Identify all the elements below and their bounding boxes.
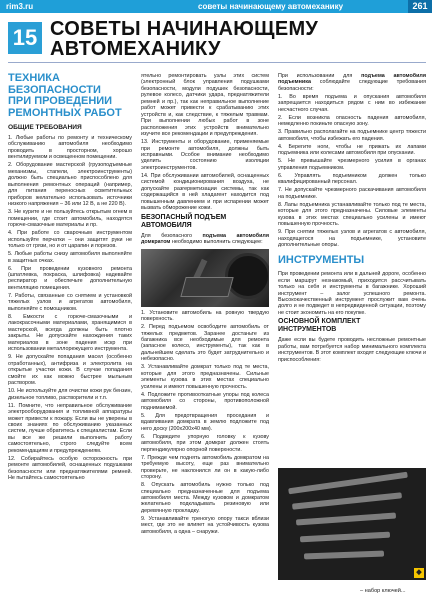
paragraph: 1. Любые работы по ремонту и техническому обслуживанию автомобиля необходимо проводить в просторном, хорошо вентилируемом и освещенном помещении. (8, 135, 132, 161)
paragraph: 14. При обслуживании автомобилей, оснащенных системой кондиционирования воздуха, не допускайте разгерметизации системы, так как содержащийся в ней хладагент находится под повышенным давлением и при испарении может вызвать обморожение кожи. (141, 172, 269, 212)
subheading-safe-lifting (141, 214, 269, 230)
chapter-title-line1: СОВЕТЫ НАЧИНАЮЩЕМУ (50, 18, 319, 40)
subheading-line: БЕЗОПАСНЫЙ ПОДЪЕМ (141, 213, 227, 221)
subheading-basic-kit (278, 318, 426, 334)
header-bar (0, 0, 432, 13)
text-run: Для безопасного (141, 232, 203, 239)
car-jack-photo (141, 249, 269, 307)
paragraph: 3. Не курите и не пользуйтесь открытым огнем в помещении, где стоит автомобиль, находятся горюче-смазочные материалы и пр. (8, 209, 132, 229)
photo-caption: – набор ключей... (360, 588, 406, 594)
paragraph: 4. Подложите противооткатные упоры под колеса автомобиля со стороны, противоположной поднимаемой. (141, 391, 269, 411)
paragraph: 6. Подведите упорную головку к кузову автомобиля, при этом домкрат должен стоять перпендикулярно опорной поверхности. (141, 433, 269, 453)
section-heading-line: БЕЗОПАСНОСТИ (8, 83, 101, 96)
paragraph: 12. Собирайтесь особую осторожность при ремонте автомобилей, оснащенных подушками безопасности или преднатяжителями ремней. Не пытайтесь самостоятельно (8, 455, 132, 482)
paragraph: 6. Управлять подъемником должен только квалифицированный персонал. (278, 172, 426, 186)
column-1 (8, 73, 132, 595)
paragraph-intro (141, 233, 269, 246)
column-2 (141, 73, 269, 595)
paragraph: 7. Не допускайте чрезмерного раскачивания автомобиля на подъемнике. (278, 187, 426, 200)
paragraph: 2. Перед подъемом освободите автомобиль от тяжелых предметов. Заранее достаньте из багажника все необходимые для ремонта (запасное колесо, инструменты), так как в дальнейшем сделать это будет затруднительно и небезопасно. (141, 324, 269, 363)
tool-set-photo (278, 468, 426, 580)
paragraph: 10. Не используйте для очистки кожи рук бензин, дизельное топливо, растворители и т.п. (8, 388, 132, 401)
subheading-line: ИНСТРУМЕНТОВ (278, 326, 337, 334)
subheading-line: ОСНОВНОЙ КОМПЛЕКТ (278, 318, 361, 326)
section-heading-line: ТЕХНИКА (8, 73, 60, 84)
paragraph: 2. Если возникла опасность падения автомобиля, немедленно покиньте опасную зону. (278, 114, 426, 128)
paragraph: Даже если вы будете проводить несложные ремонтные работы, вам потребуется набор минимального комплекта инструментов. В этот комплект входят следующие ключи и приспособления: (278, 337, 426, 363)
paragraph: 6. При проведении кузовного ремонта (шпатлевка, покраска, шлифовка) надевайте респиратор и обеспечьте дополнительную вентиляцию помещения. (8, 265, 132, 291)
wrench-image (300, 532, 390, 543)
jack-image (180, 277, 233, 297)
chapter-title (50, 19, 318, 59)
text-run: При использовании для (278, 73, 362, 79)
subheading-line: АВТОМОБИЛЯ (141, 221, 192, 229)
section-heading-line: ПРИ ПРОВЕДЕНИИ (8, 95, 113, 107)
paragraph: 4. Берегите ноги, чтобы не прижать их лапами подъемника или колесами автомобиля при опускании. (278, 143, 426, 157)
paragraph: 3. Устанавливайте домкрат только под те места, которые для этого предназначены. Сильные элементы кузова в этих местах специально усилены и имеют повышенную прочность. (141, 364, 269, 390)
section-heading-line: РЕМОНТНЫХ РАБОТ (8, 106, 122, 119)
section-heading-tools: ИНСТРУМЕНТЫ (278, 253, 365, 266)
wrench-image (296, 513, 396, 526)
car-badge-icon: ◆ (414, 568, 424, 578)
subheading-general: ОБЩИЕ ТРЕБОВАНИЯ (8, 124, 82, 131)
paragraph: 13. Инструменты и оборудование, применяемые при ремонте автомобиля, должны быть исправными. Особое внимание необходимо уделить состоянию изоляции электроинструментов. (141, 139, 269, 171)
paragraph: 1. Установите автомобиль на ровную твердую поверхность. (141, 309, 269, 323)
paragraph: 3. Правильно располагайте на подъемнике центр тяжести автомобиля, чтобы избежать его падения. (278, 129, 426, 142)
paragraph: При проведении ремонта или в дальней дороге, особенно если маршрут незнакомый, приходится рассчитывать только на себя и инструменты в багажнике. Хороший инструмент – залог успешного ремонта. Высококачественный инструмент прослужит вам очень долго и не подведет в непредвиденной ситуации, поэтому не стоит экономить на его покупке. (278, 271, 426, 316)
page-number: 261 (408, 0, 432, 13)
paragraph-intro (278, 73, 426, 92)
paragraph: 7. Прежде чем поднять автомобиль домкратом на требуемую высоту, еще раз внимательно проверьте, не наклонился ли он в какую-либо сторону. (141, 454, 269, 481)
chapter-number: 15 (8, 22, 42, 54)
paragraph: 8. Опускать автомобиль нужно только под специально предназначенные для подъема автомобиля места. Между кузовом и домкратом желательно подкладывать резиновую или деревянную прокладку. (141, 482, 269, 514)
paragraph: 4. При работе со сварочным инструментом используйте перчатки – они защитят руки не только от грязи, но и от царапин и порезов. (8, 230, 132, 250)
chapter-title-line2: АВТОМЕХАНИКУ (50, 38, 221, 60)
paragraph: 8. Емкости с горюче-смазочными и лакокрасочными материалами, хранящимися в мастерской, всегда должны быть плотно закрыты. Не допускайте нахождения таких материалов в зоне падения искр при использовании металлорежущего инструмента. (8, 313, 132, 353)
section-title: советы начинающему автомеханику (198, 2, 344, 11)
wrench-image (304, 551, 384, 560)
text-run: соблюдайте следующие требования безопасности: (278, 79, 426, 92)
bold-text: подъема автомобиля домкратом (141, 232, 269, 246)
paragraph: 5. Не превышайте чрезмерного усилия в органах управления подъемником. (278, 158, 426, 171)
paragraph: 5. Любые работы снизу автомобиля выполняйте в защитных очках. (8, 251, 132, 264)
paragraph: 9. Устанавливайте треногую опору такси вблизи мест, где это не влияет на устойчивость кузова автомобиля, а одна – снаружи. (141, 515, 269, 535)
section-heading-safety (8, 73, 132, 119)
paragraph: 2. Оборудование мастерской (грузоподъемные механизмы, стапели, электроинструменты) должно быть специально приспособлено для выполнения ремонтных операций (например, для питания переносных осветительных приборов желательно использовать источники низкого напряжения – 36 или 12 В, а не 220 В). (8, 162, 132, 208)
text-run: необходимо выполнить следующее: (170, 239, 263, 246)
paragraph: 9. При снятии тяжелых узлов и агрегатов с автомобиля, находящегося на подъемнике, установите дополнительные опоры. (278, 229, 426, 249)
paragraph: ятельно ремонтировать узлы этих систем (электронный блок управления подушками безопасности, модули подушек безопасности, рулевое колесо, датчики удара, преднатяжители ремней и пр.), так как неправильное выполнение работ может привести к срабатыванию этих устройств и, как следствие, к тяжелым травмам. При выполнении любых работ в зоне расположения этих устройств внимательно изучите все рекомендации и предупреждения. (141, 73, 269, 138)
tire-image (225, 253, 269, 299)
site-name: rim3.ru (6, 2, 34, 11)
paragraph: 9. Не допускайте попадания масел (особенно отработанных), антифриза и электролита на открытые участки кожи. В случае попадания смойте их как можно быстрее мыльным раствором. (8, 354, 132, 387)
paragraph: 1. Во время подъема и опускания автомобиля запрещается находиться рядом с ним во избежание несчастного случая. (278, 93, 426, 113)
paragraph: 8. Лапы подъемника устанавливайте только под те места, которые для этого предназначены. Силовые элементы кузова в этих местах специально усилены и имеют повышенную прочность. (278, 201, 426, 228)
wrench-image (292, 492, 402, 509)
paragraph: 5. Для предотвращения проседания и вдавливания домкрата в землю подложите под него доску (200x200x40 мм). (141, 412, 269, 432)
column-3 (278, 73, 426, 465)
wrench-image (288, 472, 408, 495)
paragraph: 7. Работы, связанные со снятием и установкой тяжелых узлов и агрегатов автомобиля, выполняйте с помощником. (8, 292, 132, 312)
paragraph: 11. Помните, что неправильное обслуживание электрооборудования и топливной аппаратуры может привести к пожару. Если вы не уверены в своих знаниях по обслуживанию указанных систем, лучше обратитесь к специалистам. Если вы все же решили выполнить работу самостоятельно, строго следуйте всем рекомендациям и предупреждениям. (8, 402, 132, 454)
title-divider (8, 62, 426, 63)
bold-text: подъема автомобиля подъемника (278, 73, 426, 86)
